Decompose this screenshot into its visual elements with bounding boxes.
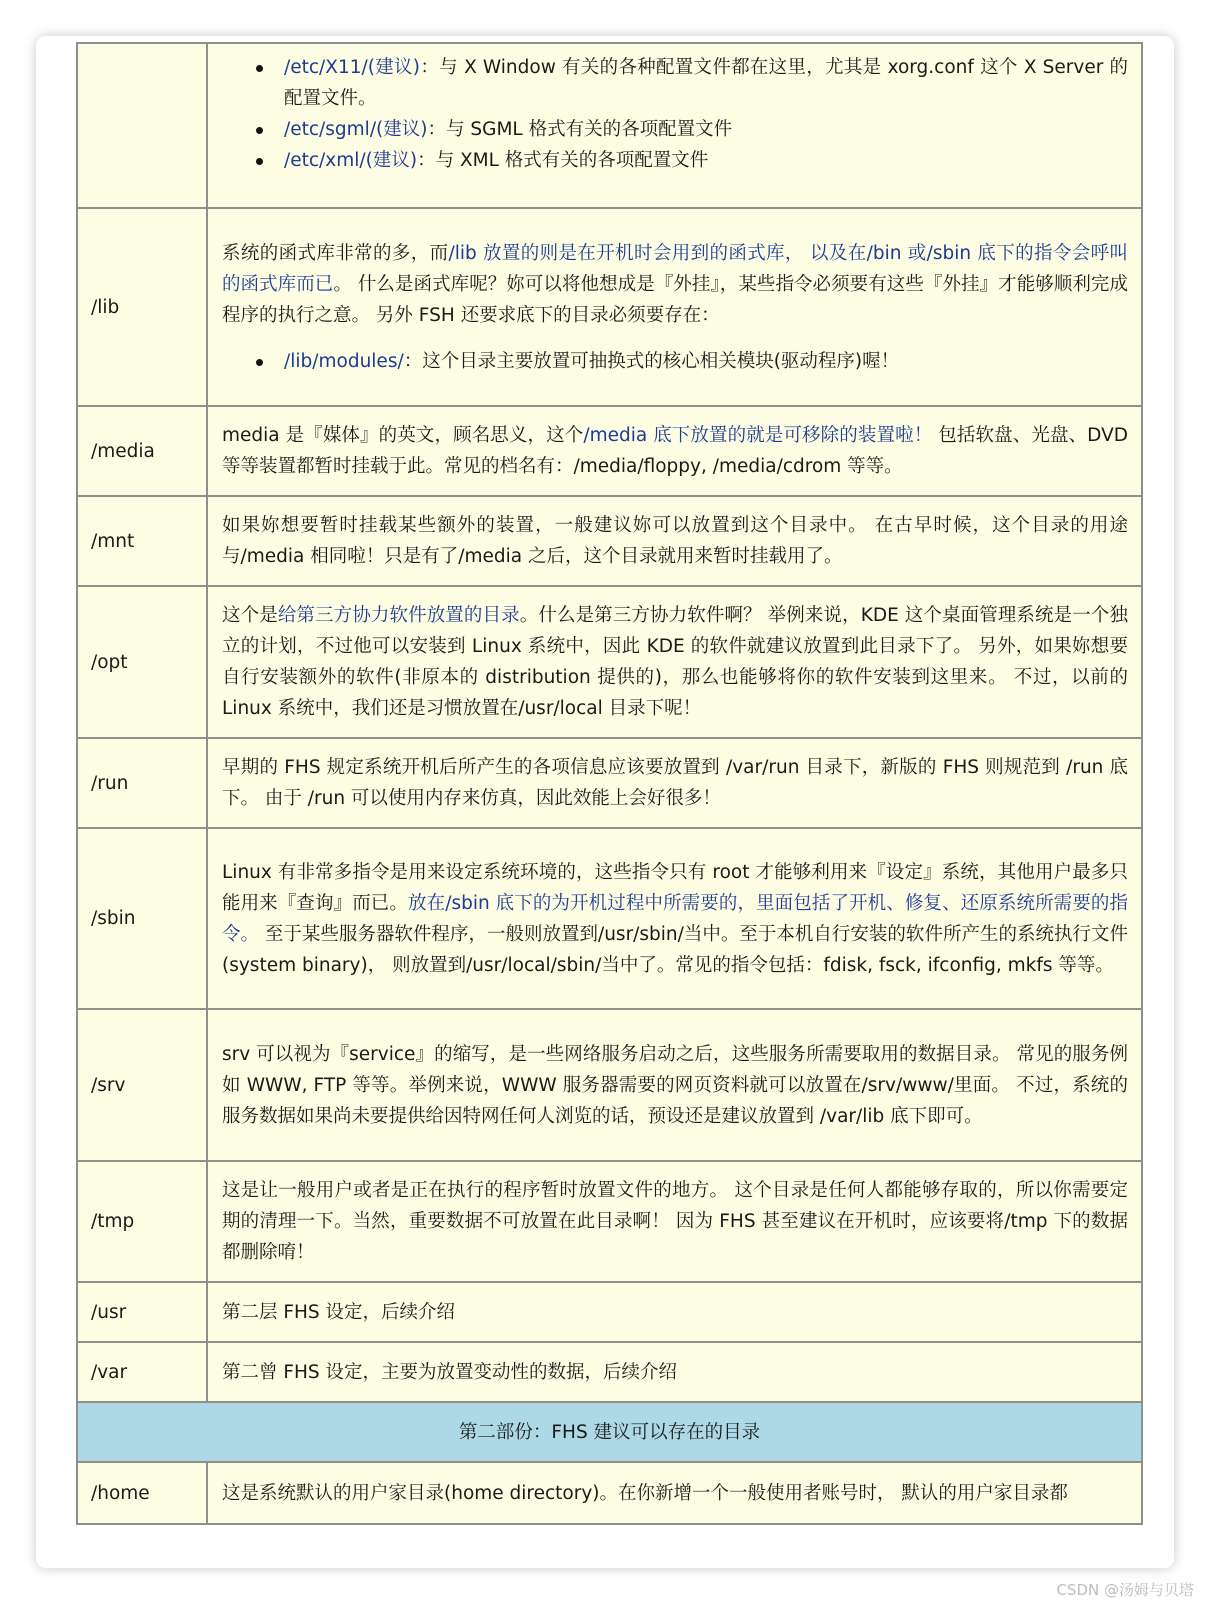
etc-bullet-list	[222, 52, 1128, 176]
sbin-text-1: Linux 有非常多指令是用来设定系统环境的，这些指令只有 root 才能够利用来『设定』系统，其他用户最多只能用来『查询』而已。	[222, 861, 1128, 914]
content-cell-srv: srv 可以视为『service』的缩写，是一些网络服务启动之后，这些服务所需要取用的数据目录。 常见的服务例如 WWW, FTP 等等。举例来说，WWW 服务器需要的网页资料就可以放置在/srv/www/里面。 不过，系统的服务数据如果尚未要提供给因特网任何人浏览的话，预设还是建议放置到 /var/lib 底下即可。	[207, 1009, 1142, 1161]
dir-name-srv: /srv	[77, 1009, 207, 1161]
table-row-tmp	[77, 1161, 1142, 1282]
bullet-path: /etc/X11/(建议)	[284, 57, 421, 78]
csdn-watermark: CSDN @汤姆与贝塔	[1056, 1581, 1194, 1599]
bullet-text: ：与 XML 格式有关的各项配置文件	[417, 150, 709, 171]
content-cell-mnt: 如果妳想要暂时挂载某些额外的装置，一般建议妳可以放置到这个目录中。 在古早时候，这个目录的用途与/media 相同啦！只是有了/media 之后，这个目录就用来暂时挂载用了。	[207, 496, 1142, 586]
dir-name-run: /run	[77, 738, 207, 828]
lib-text-1: 系统的函式库非常的多，而	[222, 242, 449, 264]
list-item	[284, 52, 1128, 114]
dir-name-home: /home	[77, 1462, 207, 1524]
table-row-srv	[77, 1009, 1142, 1161]
dir-name-mnt: /mnt	[77, 496, 207, 586]
content-cell-run: 早期的 FHS 规定系统开机后所产生的各项信息应该要放置到 /var/run 目录下，新版的 FHS 则规范到 /run 底下。 由于 /run 可以使用内存来仿真，因此效能上会好很多！	[207, 738, 1142, 828]
list-item	[284, 145, 1128, 176]
media-text-2: 包括软盘、光盘、DVD 等等装置都暂时挂载于此。常见的档名有：/media/floppy, /media/cdrom 等等。	[222, 425, 1128, 477]
lib-paragraph	[222, 238, 1128, 331]
content-cell-home: 这是系统默认的用户家目录(home directory)。在你新增一个一般使用者账号时， 默认的用户家目录都	[207, 1462, 1142, 1524]
opt-text-2: 。什么是第三方协力软件啊？ 举例来说，KDE 这个桌面管理系统是一个独立的计划，不过他可以安装到 Linux 系统中，因此 KDE 的软件就建议放置到此目录下了。 另外，如果妳想要自行安装额外的软件(非原本的 distribution 提供的)，那么也能够将你的软件安装到这里来。 不过，以前的 Linux 系统中，我们还是习惯放置在/usr/local 目录下呢！	[222, 605, 1128, 719]
table-row-media	[77, 406, 1142, 496]
bullet-path: /lib/modules/	[284, 350, 404, 372]
content-cell-opt	[207, 586, 1142, 738]
dir-name-usr: /usr	[77, 1282, 207, 1342]
content-cell-sbin	[207, 828, 1142, 1009]
document-page	[36, 36, 1174, 1568]
dir-cell-empty	[77, 43, 207, 208]
content-cell-var: 第二曾 FHS 设定，主要为放置变动性的数据，后续介绍	[207, 1342, 1142, 1402]
table-row-etc-continued	[77, 43, 1142, 208]
opt-text-1: 这个是	[222, 605, 278, 626]
table-row-sbin	[77, 828, 1142, 1009]
content-cell-tmp: 这是让一般用户或者是正在执行的程序暂时放置文件的地方。 这个目录是任何人都能够存取的，所以你需要定期的清理一下。当然，重要数据不可放置在此目录啊！ 因为 FHS 甚至建议在开机时，应该要将/tmp 下的数据都删除唷！	[207, 1161, 1142, 1282]
dir-name-lib: /lib	[77, 208, 207, 406]
list-item	[284, 346, 1128, 377]
section-title: 第二部份：FHS 建议可以存在的目录	[77, 1402, 1142, 1462]
table-row-usr	[77, 1282, 1142, 1342]
table-row-home	[77, 1462, 1142, 1524]
content-cell-media	[207, 406, 1142, 496]
content-cell-usr: 第二层 FHS 设定，后续介绍	[207, 1282, 1142, 1342]
table-row-var	[77, 1342, 1142, 1402]
table-row-run	[77, 738, 1142, 828]
opt-highlight: 给第三方协力软件放置的目录	[277, 605, 520, 626]
dir-name-media: /media	[77, 406, 207, 496]
bullet-text: ：与 SGML 格式有关的各项配置文件	[427, 119, 733, 140]
lib-bullet-list	[222, 346, 1128, 377]
table-row-lib	[77, 208, 1142, 406]
dir-name-tmp: /tmp	[77, 1161, 207, 1282]
bullet-text: ：与 X Window 有关的各种配置文件都在这里，尤其是 xorg.conf 这个 X Server 的配置文件。	[284, 57, 1129, 109]
bullet-path: /etc/sgml/(建议)	[284, 119, 428, 140]
dir-name-var: /var	[77, 1342, 207, 1402]
table-row-opt	[77, 586, 1142, 738]
content-cell-etc	[207, 43, 1142, 208]
table-row-mnt	[77, 496, 1142, 586]
bullet-text: ：这个目录主要放置可抽换式的核心相关模块(驱动程序)喔！	[403, 350, 900, 372]
table-row-section-header	[77, 1402, 1142, 1462]
content-cell-lib	[207, 208, 1142, 406]
lib-highlight: /lib 放置的则是在开机时会用到的函式库， 以及在/bin 或/sbin 底下的指令会呼叫的函式库而已	[222, 242, 1128, 295]
media-text-1: media 是『媒体』的英文，顾名思义，这个	[222, 425, 584, 446]
lib-text-2: 。 什么是函式库呢？妳可以将他想成是『外挂』，某些指令必须要有这些『外挂』才能够顺利完成程序的执行之意。 另外 FSH 还要求底下的目录必须要存在：	[222, 273, 1128, 326]
list-item	[284, 114, 1128, 145]
fhs-directory-table	[76, 42, 1143, 1525]
bullet-path: /etc/xml/(建议)	[284, 150, 418, 171]
dir-name-sbin: /sbin	[77, 828, 207, 1009]
dir-name-opt: /opt	[77, 586, 207, 738]
sbin-text-2: 至于某些服务器软件程序，一般则放置到/usr/sbin/当中。至于本机自行安装的软件所产生的系统执行文件(system binary)， 则放置到/usr/local/sbin/当中了。常见的指令包括：fdisk, fsck, ifconfig, mkfs 等等。	[222, 923, 1128, 976]
sbin-highlight: 放在/sbin 底下的为开机过程中所需要的，里面包括了开机、修复、还原系统所需要的指令。	[222, 892, 1128, 945]
media-highlight: /media 底下放置的就是可移除的装置啦！	[583, 425, 933, 446]
